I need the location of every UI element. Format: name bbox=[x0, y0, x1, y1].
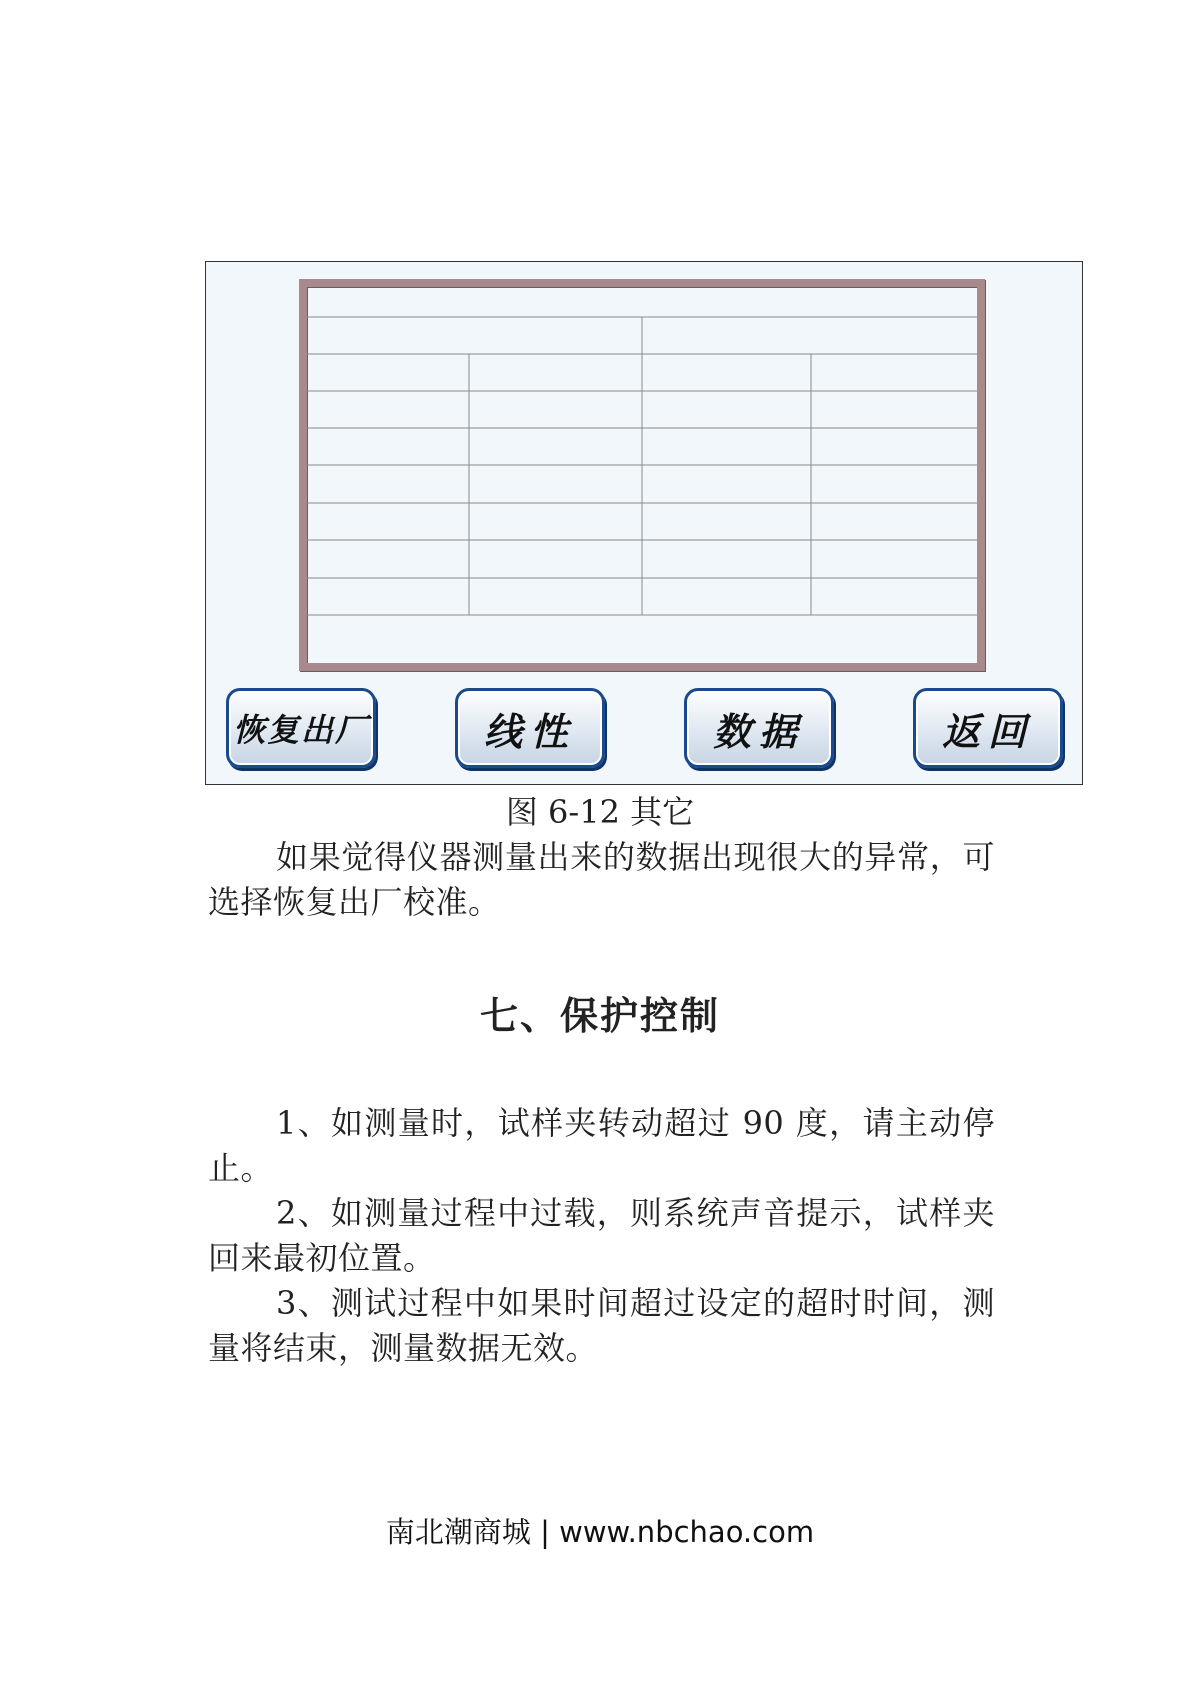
intro-paragraph: 如果觉得仪器测量出来的数据出现很大的异常，可选择恢复出厂校准。 bbox=[208, 838, 995, 921]
data-table-grid bbox=[307, 287, 977, 663]
data-button[interactable]: 数据 bbox=[684, 688, 834, 768]
footer-site-link[interactable]: 南北潮商城 | www.nbchao.com bbox=[385, 1515, 815, 1549]
linearity-button[interactable]: 线性 bbox=[455, 688, 605, 768]
back-button[interactable]: 返回 bbox=[913, 688, 1063, 768]
figure-caption: 图 6-12 其它 bbox=[505, 793, 695, 831]
protection-item-3: 3、测试过程中如果时间超过设定的超时时间，测量将结束，测量数据无效。 bbox=[208, 1284, 995, 1367]
restore-factory-button[interactable]: 恢复出厂 bbox=[226, 688, 376, 768]
instrument-screen bbox=[205, 261, 1083, 785]
data-table-frame bbox=[299, 279, 985, 671]
protection-item-2: 2、如测量过程中过载，则系统声音提示，试样夹回来最初位置。 bbox=[208, 1194, 995, 1277]
section-heading: 七、保护控制 bbox=[479, 994, 720, 1038]
protection-item-1: 1、如测量时，试样夹转动超过 90 度，请主动停止。 bbox=[208, 1104, 995, 1187]
